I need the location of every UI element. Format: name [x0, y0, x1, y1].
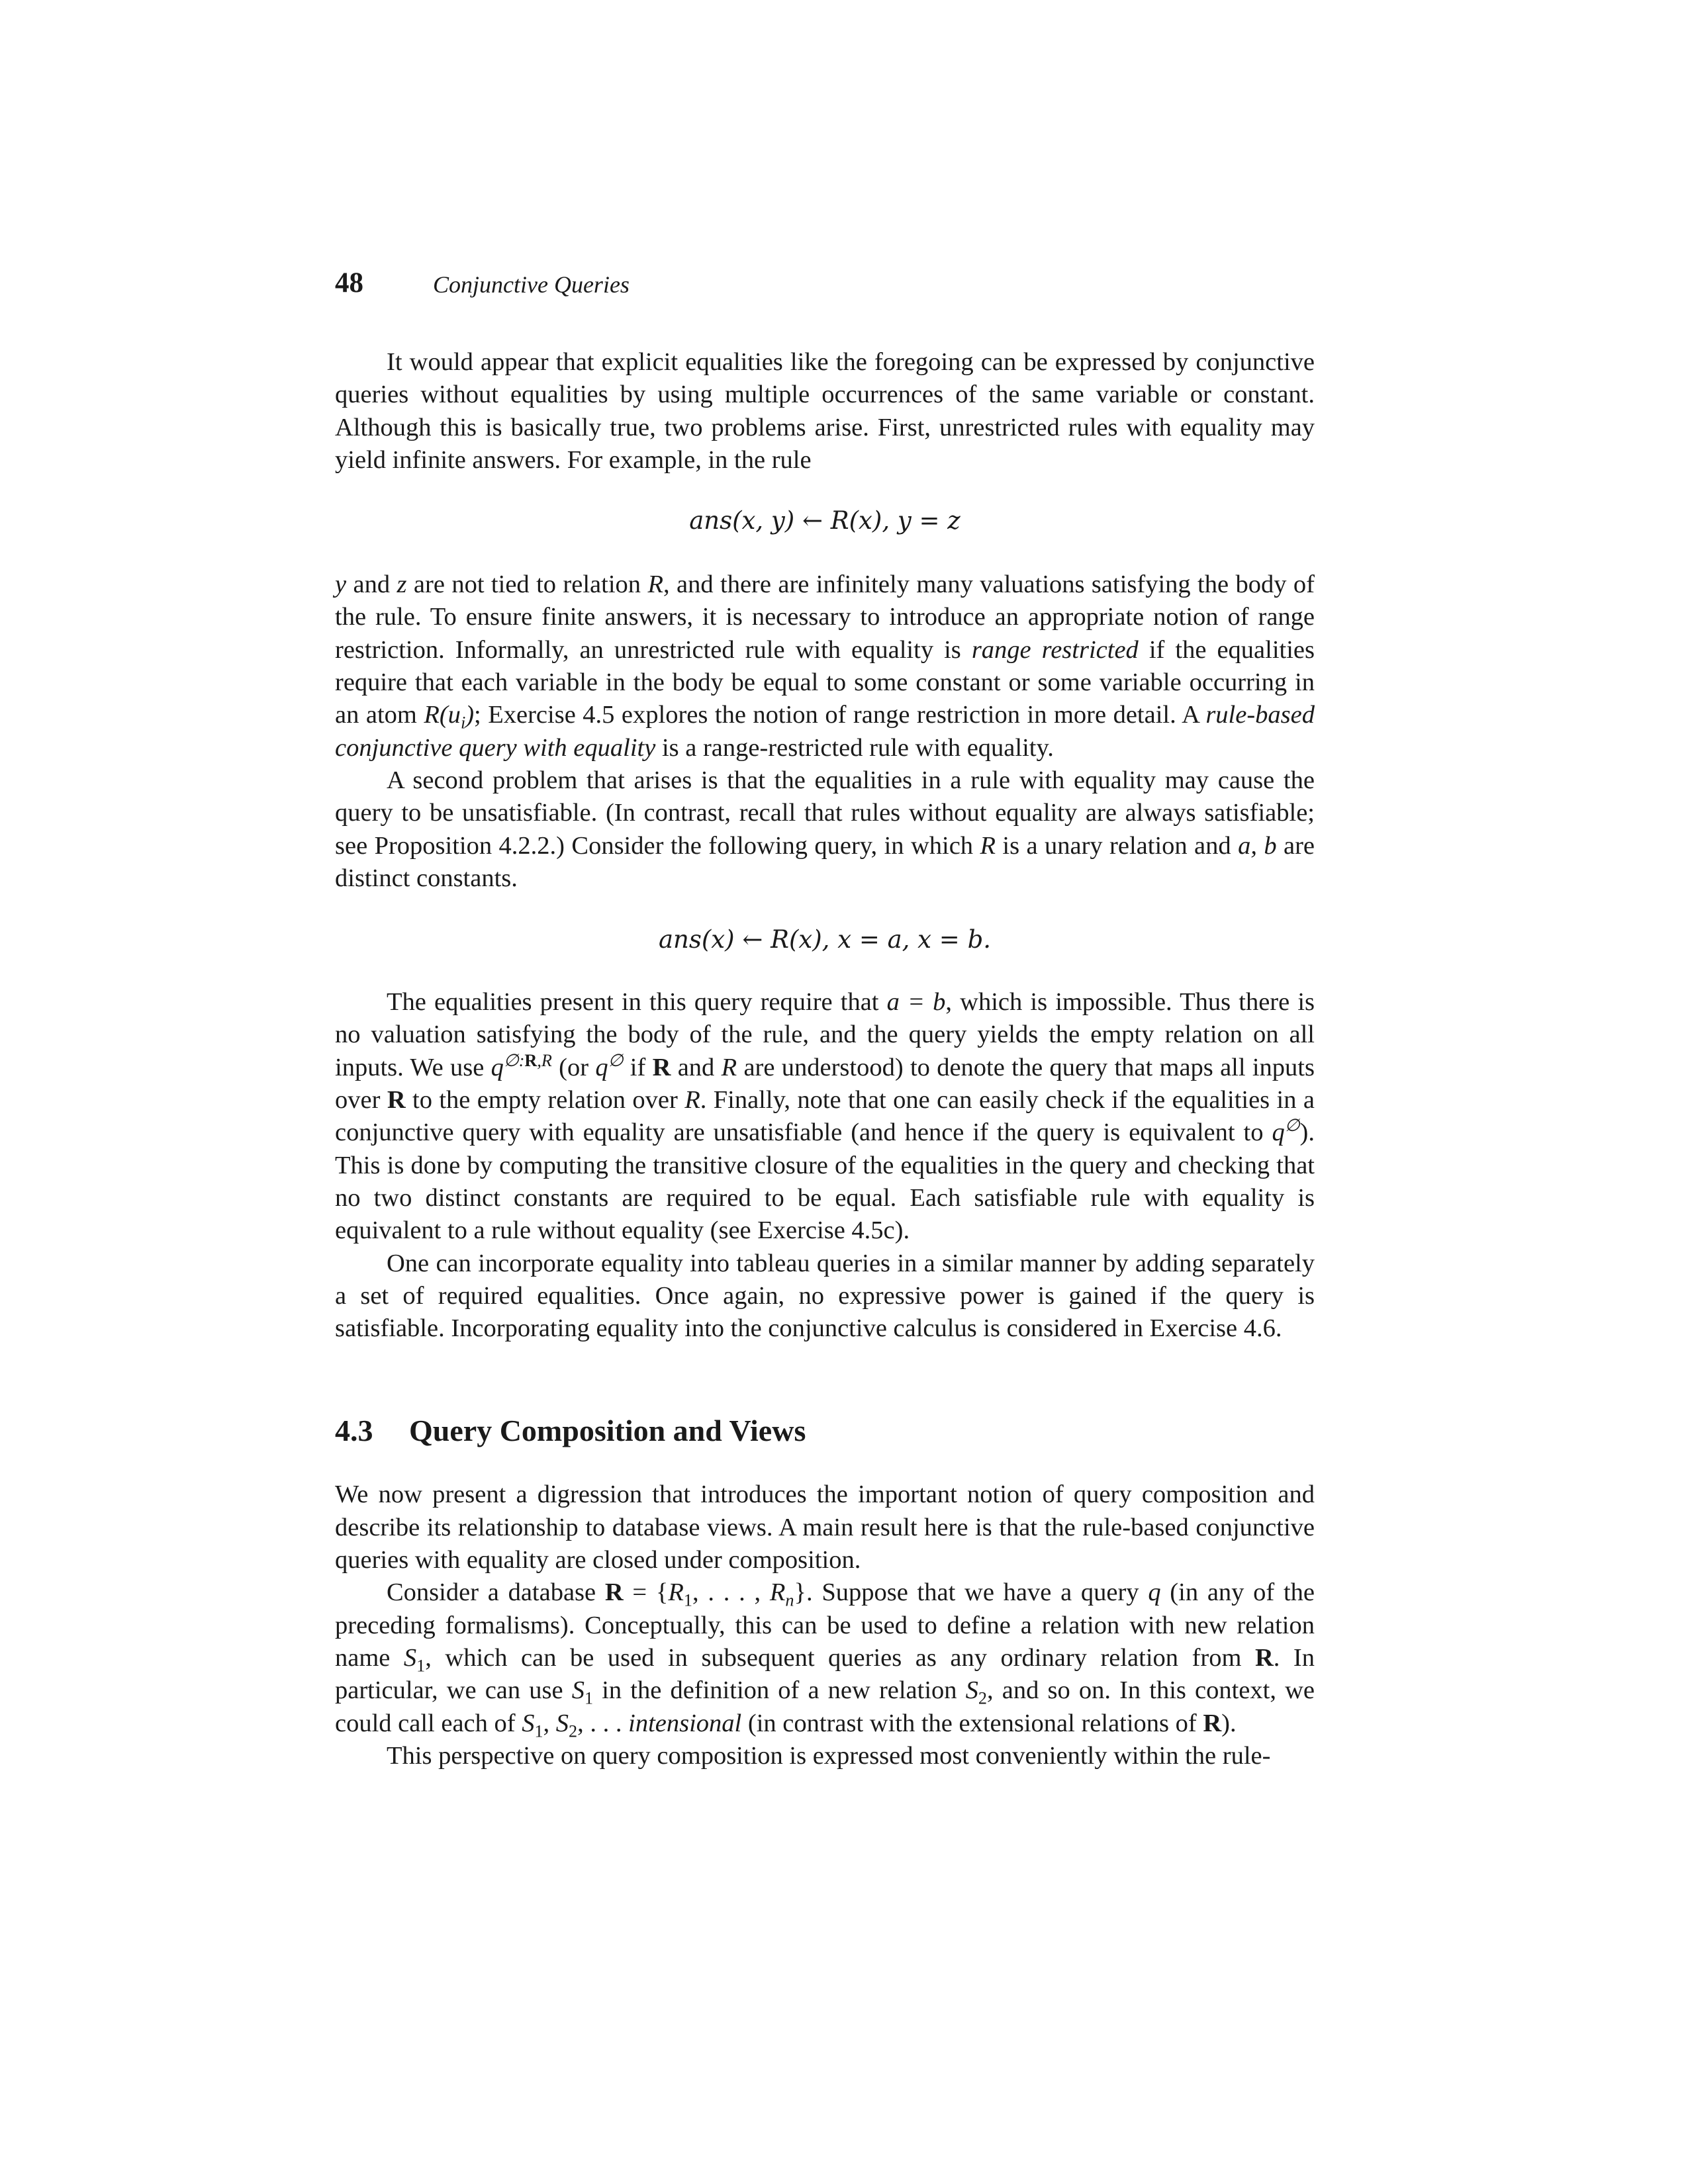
text-run: , . . .: [577, 1709, 629, 1737]
math-subscript: 1: [584, 1688, 594, 1708]
text-run: ).: [1221, 1709, 1237, 1737]
text-run: ,: [543, 1709, 556, 1737]
text-run: is a range-restricted rule with equality.: [655, 733, 1054, 762]
math-bold-R: R: [524, 1050, 538, 1070]
math-var-q: q: [595, 1053, 608, 1081]
math-var-R: R: [980, 831, 996, 860]
paragraph-tableau-equality: One can incorporate equality into tableau queries in a similar manner by adding separately a set of required equalities. Once again, no expressive power is gained if the query is satisfiable. Incorporating equality into the conjunctive calculus is considered in Exercise 4.6.: [335, 1249, 1315, 1343]
text-run: are understood) to denote the query that maps all inputs over: [335, 1053, 1315, 1115]
page-header: [335, 263, 1315, 303]
body-text: [335, 346, 1315, 1772]
text-run: (in any of the preceding formalisms). Conceptually, this can be used to define a relation with new relation name: [335, 1578, 1315, 1672]
text-run: if: [623, 1053, 653, 1081]
text-run: , which can be used in subsequent queries as any ordinary relation from: [425, 1643, 1255, 1672]
paragraph-range-restriction: [335, 569, 1315, 764]
text-run: and: [346, 570, 397, 599]
text-run: are not tied to relation: [406, 570, 648, 599]
section-heading: [335, 1411, 1315, 1451]
text-run: if the equalities require that each variable in the body be equal to some constant or some variable occurring in an atom: [335, 635, 1315, 729]
text-run: ; Exercise 4.5 explores the notion of range restriction in more detail. A: [474, 701, 1206, 729]
math-bold-R: R: [1254, 1643, 1274, 1672]
text-run: The equalities present in this query require that: [387, 988, 887, 1017]
math-subscript-i: i: [460, 713, 466, 733]
math-bold-R: R: [604, 1578, 624, 1607]
text-run: A second problem that arises is that the equalities in a rule with equality may cause the query to be unsatisfiable. (In contrast, recall that rules without equality are always satisfiable; see Proposition 4.2.2.) Consider the following query, in which: [335, 766, 1315, 860]
math-atom-R-ui: R(u: [424, 701, 461, 729]
text-run: , and there are infinitely many valuations satisfying the body of the rule. To ensure finite answers, it is necessary to introduce an appropriate notion of range restriction. Informally, an unrestricted rule with equality is: [335, 570, 1315, 664]
math-var-S: S: [522, 1709, 535, 1737]
paragraph-composition-intro: We now present a digression that introduces the important notion of query composition and describe its relationship to database views. A main result here is that the rule-based conjunctive queries with equality are closed under composition.: [335, 1480, 1315, 1574]
running-title: Conjunctive Queries: [433, 271, 630, 298]
text-run: (in contrast with the extensional relations of: [741, 1709, 1203, 1737]
text-run: are distinct constants.: [335, 831, 1315, 892]
text-run: to the empty relation over: [405, 1086, 685, 1115]
paragraph-empty-query: [335, 986, 1315, 1247]
term-range-restricted: range restricted: [971, 635, 1139, 664]
math-var-S: S: [403, 1643, 417, 1672]
math-var-R: ,R: [537, 1050, 552, 1070]
text-run: and: [671, 1053, 722, 1081]
text-run: = {: [623, 1578, 669, 1607]
math-var-S: S: [555, 1709, 569, 1737]
text-run: is a unary relation and: [995, 831, 1239, 860]
text-run: ). This is done by computing the transitive closure of the equalities in the query and checking that no two distinct constants are required to be equal. Each satisfiable rule with equality is equivalent to a rule without equality (see Exercise 4.5c).: [335, 1118, 1315, 1245]
term-rule-based-cq-with-equality: rule-based conjunctive query with equality: [335, 701, 1315, 762]
text-run: in the definition of a new relation: [593, 1676, 966, 1705]
math-bold-R: R: [387, 1086, 406, 1115]
math-subscript: 1: [534, 1721, 543, 1741]
math-var-z: z: [397, 570, 407, 599]
text-run: . Finally, note that one can easily check if the equalities in a conjunctive query with equality are unsatisfiable (and hence if the query is equivalent to: [335, 1086, 1315, 1147]
math-var-q: q: [491, 1053, 504, 1081]
math-emptyset: ∅: [608, 1050, 624, 1070]
section-title: Query Composition and Views: [409, 1414, 806, 1448]
math-paren: ): [465, 701, 475, 729]
paragraph-composition-perspective: This perspective on query composition is expressed most conveniently within the rule-: [387, 1741, 1271, 1770]
math-var-R: R: [721, 1053, 737, 1081]
display-equation-range-restriction: ans(x, y) ← R(x), y = z: [689, 506, 961, 535]
math-var-R: R: [668, 1578, 684, 1607]
math-var-q: q: [1148, 1578, 1161, 1607]
text-run: , . . . ,: [692, 1578, 770, 1607]
text-run: }. Suppose that we have a query: [794, 1578, 1149, 1607]
math-subscript: 1: [683, 1591, 692, 1610]
paragraph-unsatisfiable: [335, 764, 1315, 895]
math-var-R: R: [647, 570, 663, 599]
math-a-equals-b: a = b: [886, 988, 946, 1017]
text-run: , and so on. In this context, we could call each of: [335, 1676, 1315, 1737]
math-subscript: 2: [569, 1721, 578, 1741]
text-run: , which is impossible. Thus there is no valuation satisfying the body of the rule, and the query yields the empty relation on all inputs. We use: [335, 988, 1315, 1081]
math-bold-R: R: [652, 1053, 671, 1081]
page-number: 48: [335, 267, 363, 298]
paragraph-intensional-relations: [335, 1576, 1315, 1739]
math-subscript: 2: [978, 1688, 987, 1708]
paragraph-equalities-intro: It would appear that explicit equalities like the foregoing can be expressed by conjunctive queries without equalities by using multiple occurrences of the same variable or constant. Although this is basically true, two problems arise. First, unrestricted rules with equality may yield infinite answers. For example, in the rule: [335, 348, 1315, 474]
math-var-R: R: [769, 1578, 786, 1607]
text-run: (or: [551, 1053, 596, 1081]
display-equation-unsatisfiable: ans(x) ← R(x), x = a, x = b.: [658, 925, 992, 954]
math-subscript: 1: [416, 1656, 426, 1676]
math-var-R: R: [684, 1086, 700, 1115]
math-constants-a-b: a, b: [1238, 831, 1277, 860]
math-bold-R: R: [1203, 1709, 1222, 1737]
math-var-y: y: [335, 570, 347, 599]
math-emptyset: ∅: [1284, 1116, 1300, 1136]
math-emptyset: ∅:: [503, 1050, 525, 1070]
math-var-q: q: [1272, 1118, 1285, 1147]
term-intensional: intensional: [628, 1709, 742, 1737]
math-var-S: S: [571, 1676, 585, 1705]
math-subscript-n: n: [785, 1591, 794, 1610]
text-run: . In particular, we can use: [335, 1643, 1315, 1705]
text-run: Consider a database: [387, 1578, 605, 1607]
math-var-S: S: [965, 1676, 978, 1705]
section-number: 4.3: [335, 1414, 373, 1448]
